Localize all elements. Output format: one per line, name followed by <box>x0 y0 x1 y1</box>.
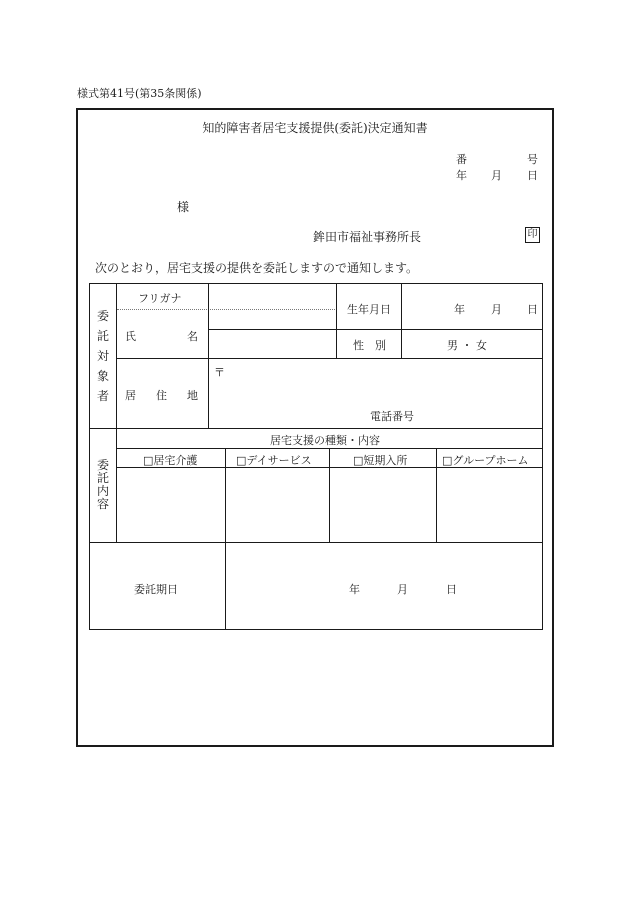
support-type-day-service: □デイサービス <box>236 454 312 467</box>
recipient-suffix: 様 <box>177 200 190 214</box>
issuer-name: 鉾田市福祉事務所長 <box>313 230 422 244</box>
subject-section-label: 委 託 対 象 者 <box>96 309 109 403</box>
sex-label-second: 別 <box>375 339 386 352</box>
period-month-label: 月 <box>397 583 408 596</box>
support-type-short-stay: □短期入所 <box>353 454 408 467</box>
address-label-second: 住 <box>156 389 167 402</box>
date-month-label: 月 <box>491 169 502 182</box>
date-day-label: 日 <box>527 169 538 182</box>
address-label-first: 居 <box>125 389 136 402</box>
label-value-divider <box>208 284 209 428</box>
name-birth-divider <box>336 284 337 359</box>
birth-sex-divider <box>336 329 543 330</box>
birthdate-label: 生年月日 <box>347 303 391 316</box>
birth-year-label: 年 <box>454 303 465 316</box>
postal-mark: 〒 <box>214 366 225 379</box>
content-section-label: 委 託 内 容 <box>96 458 109 511</box>
number-label-go: 号 <box>527 153 538 166</box>
period-divider <box>225 542 226 630</box>
consignment-table <box>89 283 543 630</box>
row-line-content-bottom <box>90 542 543 543</box>
intro-text: 次のとおり，居宅支援の提供を委託しますので通知します。 <box>95 261 419 275</box>
support-header: 居宅支援の種類・内容 <box>270 434 380 447</box>
notice-title: 知的障害者居宅支援提供(委託)決定通知書 <box>202 121 428 135</box>
number-label-ban: 番 <box>456 153 467 166</box>
address-label-third: 地 <box>187 389 198 402</box>
name-label-first: 氏 <box>125 330 136 343</box>
furigana-separator <box>117 309 335 310</box>
date-year-label: 年 <box>456 169 467 182</box>
row-line-subject-bottom <box>90 428 543 429</box>
row-line-address-top <box>116 358 543 359</box>
period-year-label: 年 <box>349 583 360 596</box>
period-label: 委託期日 <box>134 583 178 596</box>
section-divider <box>116 284 117 543</box>
seal-mark: 印 <box>525 227 540 243</box>
birth-month-label: 月 <box>491 303 502 316</box>
phone-label: 電話番号 <box>370 410 414 423</box>
support-type-group-home: □グループホーム <box>442 454 529 467</box>
support-col-divider-1 <box>225 448 226 543</box>
form-id: 様式第41号(第35条関係) <box>77 87 202 100</box>
name-label-second: 名 <box>187 330 198 343</box>
support-col-divider-2 <box>329 448 330 543</box>
birth-label-divider <box>401 284 402 359</box>
support-col-divider-3 <box>436 448 437 543</box>
support-type-home-care: □居宅介護 <box>143 454 198 467</box>
sex-options: 男 ・ 女 <box>447 339 487 352</box>
sex-label-first: 性 <box>353 339 364 352</box>
furigana-label: フリガナ <box>138 292 182 305</box>
period-day-label: 日 <box>446 583 457 596</box>
birth-day-label: 日 <box>527 303 538 316</box>
